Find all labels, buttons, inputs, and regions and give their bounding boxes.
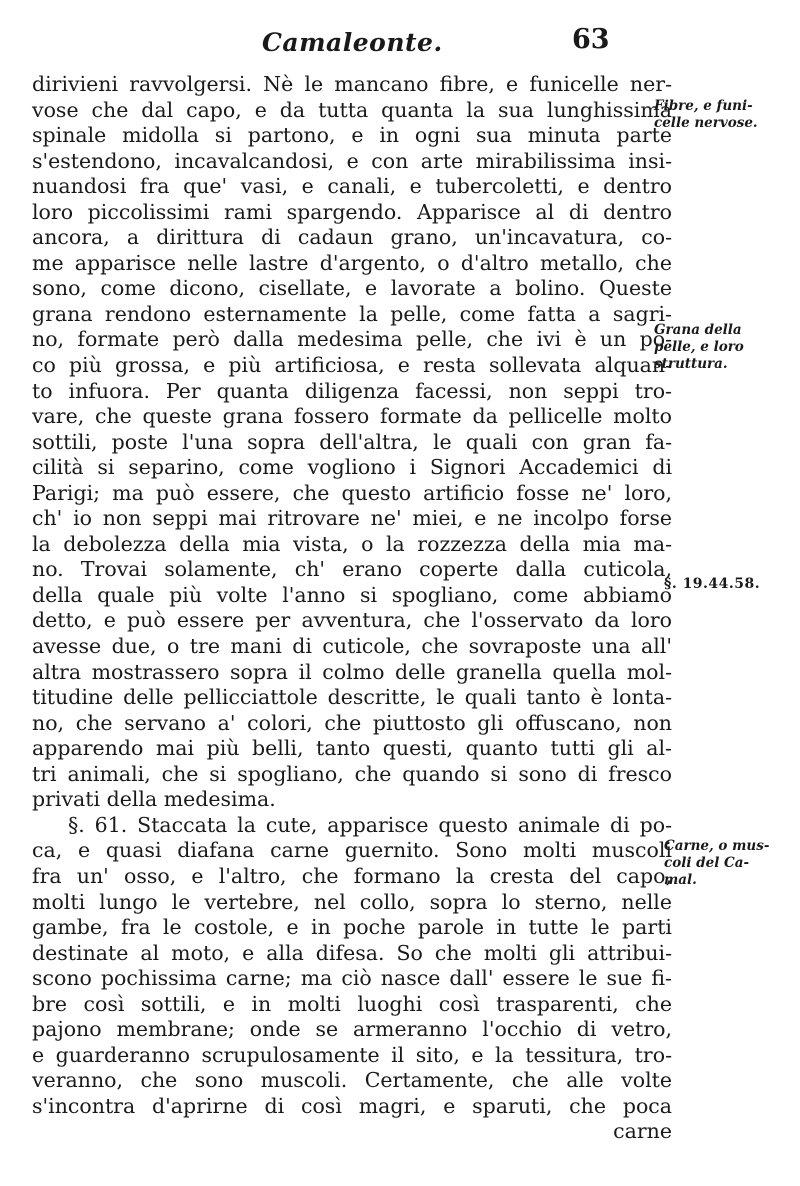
text-line: sono, come dicono, cisellate, e lavorate a bolino. Queste: [32, 276, 672, 301]
text-line: no, formate però dalla medesima pelle, che ivi è un po-: [32, 327, 672, 352]
margin-note-line: coli del Ca-: [664, 855, 750, 871]
text-line: pajono membrane; onde se armeranno l'occhio di vetro,: [32, 1017, 672, 1042]
body-text: [32, 72, 672, 1145]
text-line: destinate al moto, e alla difesa. So che molti gli attribui-: [32, 940, 672, 965]
text-line: vare, che queste grana fossero formate da pellicelle molto: [32, 404, 672, 429]
margin-note-grana: [654, 322, 794, 373]
text-line: avesse due, o tre mani di cuticole, che sovraposte una all': [32, 634, 672, 659]
text-line: ancora, a dirittura di cadaun grano, un'incavatura, co-: [32, 225, 672, 250]
text-line: altra mostrassero sopra il colmo delle granella quella mol-: [32, 659, 672, 684]
margin-note-line: mal.: [664, 872, 697, 888]
text-line: spinale midolla si partono, e in ogni sua minuta parte: [32, 123, 672, 148]
margin-note-line: Carne, o mus-: [664, 838, 770, 854]
text-line: no, che servano a' colori, che piuttosto gli offuscano, non: [32, 710, 672, 735]
margin-note-line: pelle, e loro: [654, 339, 744, 355]
margin-note-line: struttura.: [654, 356, 728, 372]
text-line: s'estendono, incavalcandosi, e con arte mirabilissima insi-: [32, 148, 672, 173]
running-title: Camaleonte.: [262, 28, 443, 57]
text-line: scono pochissima carne; ma ciò nasce dall' essere le sue fi-: [32, 966, 672, 991]
text-line: grana rendono esternamente la pelle, come fatta a sagri-: [32, 301, 672, 326]
text-line: vose che dal capo, e da tutta quanta la sua lunghissima: [32, 97, 672, 122]
text-line: privati della medesima.: [32, 787, 276, 812]
text-line: ch' io non seppi mai ritrovare ne' miei, e ne incolpo forse: [32, 506, 672, 531]
text-line: la debolezza della mia vista, o la rozzezza della mia ma-: [32, 531, 672, 556]
text-line: sottili, poste l'una sopra dell'altra, le quali con gran fa-: [32, 429, 672, 454]
text-line: gambe, fra le costole, e in poche parole in tutte le parti: [32, 915, 672, 940]
text-line: no. Trovai solamente, ch' erano coperte dalla cuticola,: [32, 557, 672, 582]
text-line: fra un' osso, e l'altro, che formano la cresta del capo,: [32, 863, 672, 888]
margin-note-line: celle nervose.: [654, 115, 758, 131]
text-line: nuandosi fra que' vasi, e canali, e tubercoletti, e dentro: [32, 174, 672, 199]
text-line: co più grossa, e più artificiosa, e resta sollevata alquan-: [32, 353, 672, 378]
margin-note-fibre: [654, 98, 794, 132]
text-line: to infuora. Per quanta diligenza facessi, non seppi tro-: [32, 378, 672, 403]
text-line: molti lungo le vertebre, nel collo, sopra lo sterno, nelle: [32, 889, 672, 914]
text-line: me apparisce nelle lastre d'argento, o d'altro metallo, che: [32, 250, 672, 275]
text-line: s'incontra d'aprirne di così magri, e sparuti, che poca: [32, 1093, 672, 1118]
section-61-start: §. 61. Staccata la cute, apparisce questo animale di po-: [68, 812, 672, 837]
margin-cross-reference: §. 19.44.58.: [664, 576, 761, 592]
text-line: ca, e quasi diafana carne guernito. Sono molti muscoli: [32, 838, 672, 863]
text-line: veranno, che sono muscoli. Certamente, che alle volte: [32, 1068, 672, 1093]
text-line: della quale più volte l'anno si spogliano, come abbiamo: [32, 582, 672, 607]
margin-note-line: Grana della: [654, 322, 742, 338]
text-line: bre così sottili, e in molti luoghi così trasparenti, che: [32, 991, 672, 1016]
text-line: loro piccolissimi rami spargendo. Apparisce al di dentro: [32, 199, 672, 224]
text-line: cilità si separino, come vogliono i Signori Accademici di: [32, 455, 672, 480]
margin-note-line: Fibre, e funi-: [654, 98, 753, 114]
text-line: Parigi; ma può essere, che questo artificio fosse ne' loro,: [32, 480, 672, 505]
catchword: carne: [613, 1119, 672, 1144]
margin-note-carne: [664, 838, 800, 889]
text-line: dirivieni ravvolgersi. Nè le mancano fibre, e funicelle ner-: [32, 72, 672, 96]
text-line: detto, e può essere per avventura, che l'osservato da loro: [32, 608, 672, 633]
text-line: titudine delle pellicciattole descritte, le quali tanto è lonta-: [32, 685, 672, 710]
text-line: tri animali, che si spogliano, che quando si sono di fresco: [32, 761, 672, 786]
page-number: 63: [572, 24, 610, 55]
text-line: apparendo mai più belli, tanto questi, quanto tutti gli al-: [32, 736, 672, 761]
text-line: e guarderanno scrupulosamente il sito, e la tessitura, tro-: [32, 1042, 672, 1067]
